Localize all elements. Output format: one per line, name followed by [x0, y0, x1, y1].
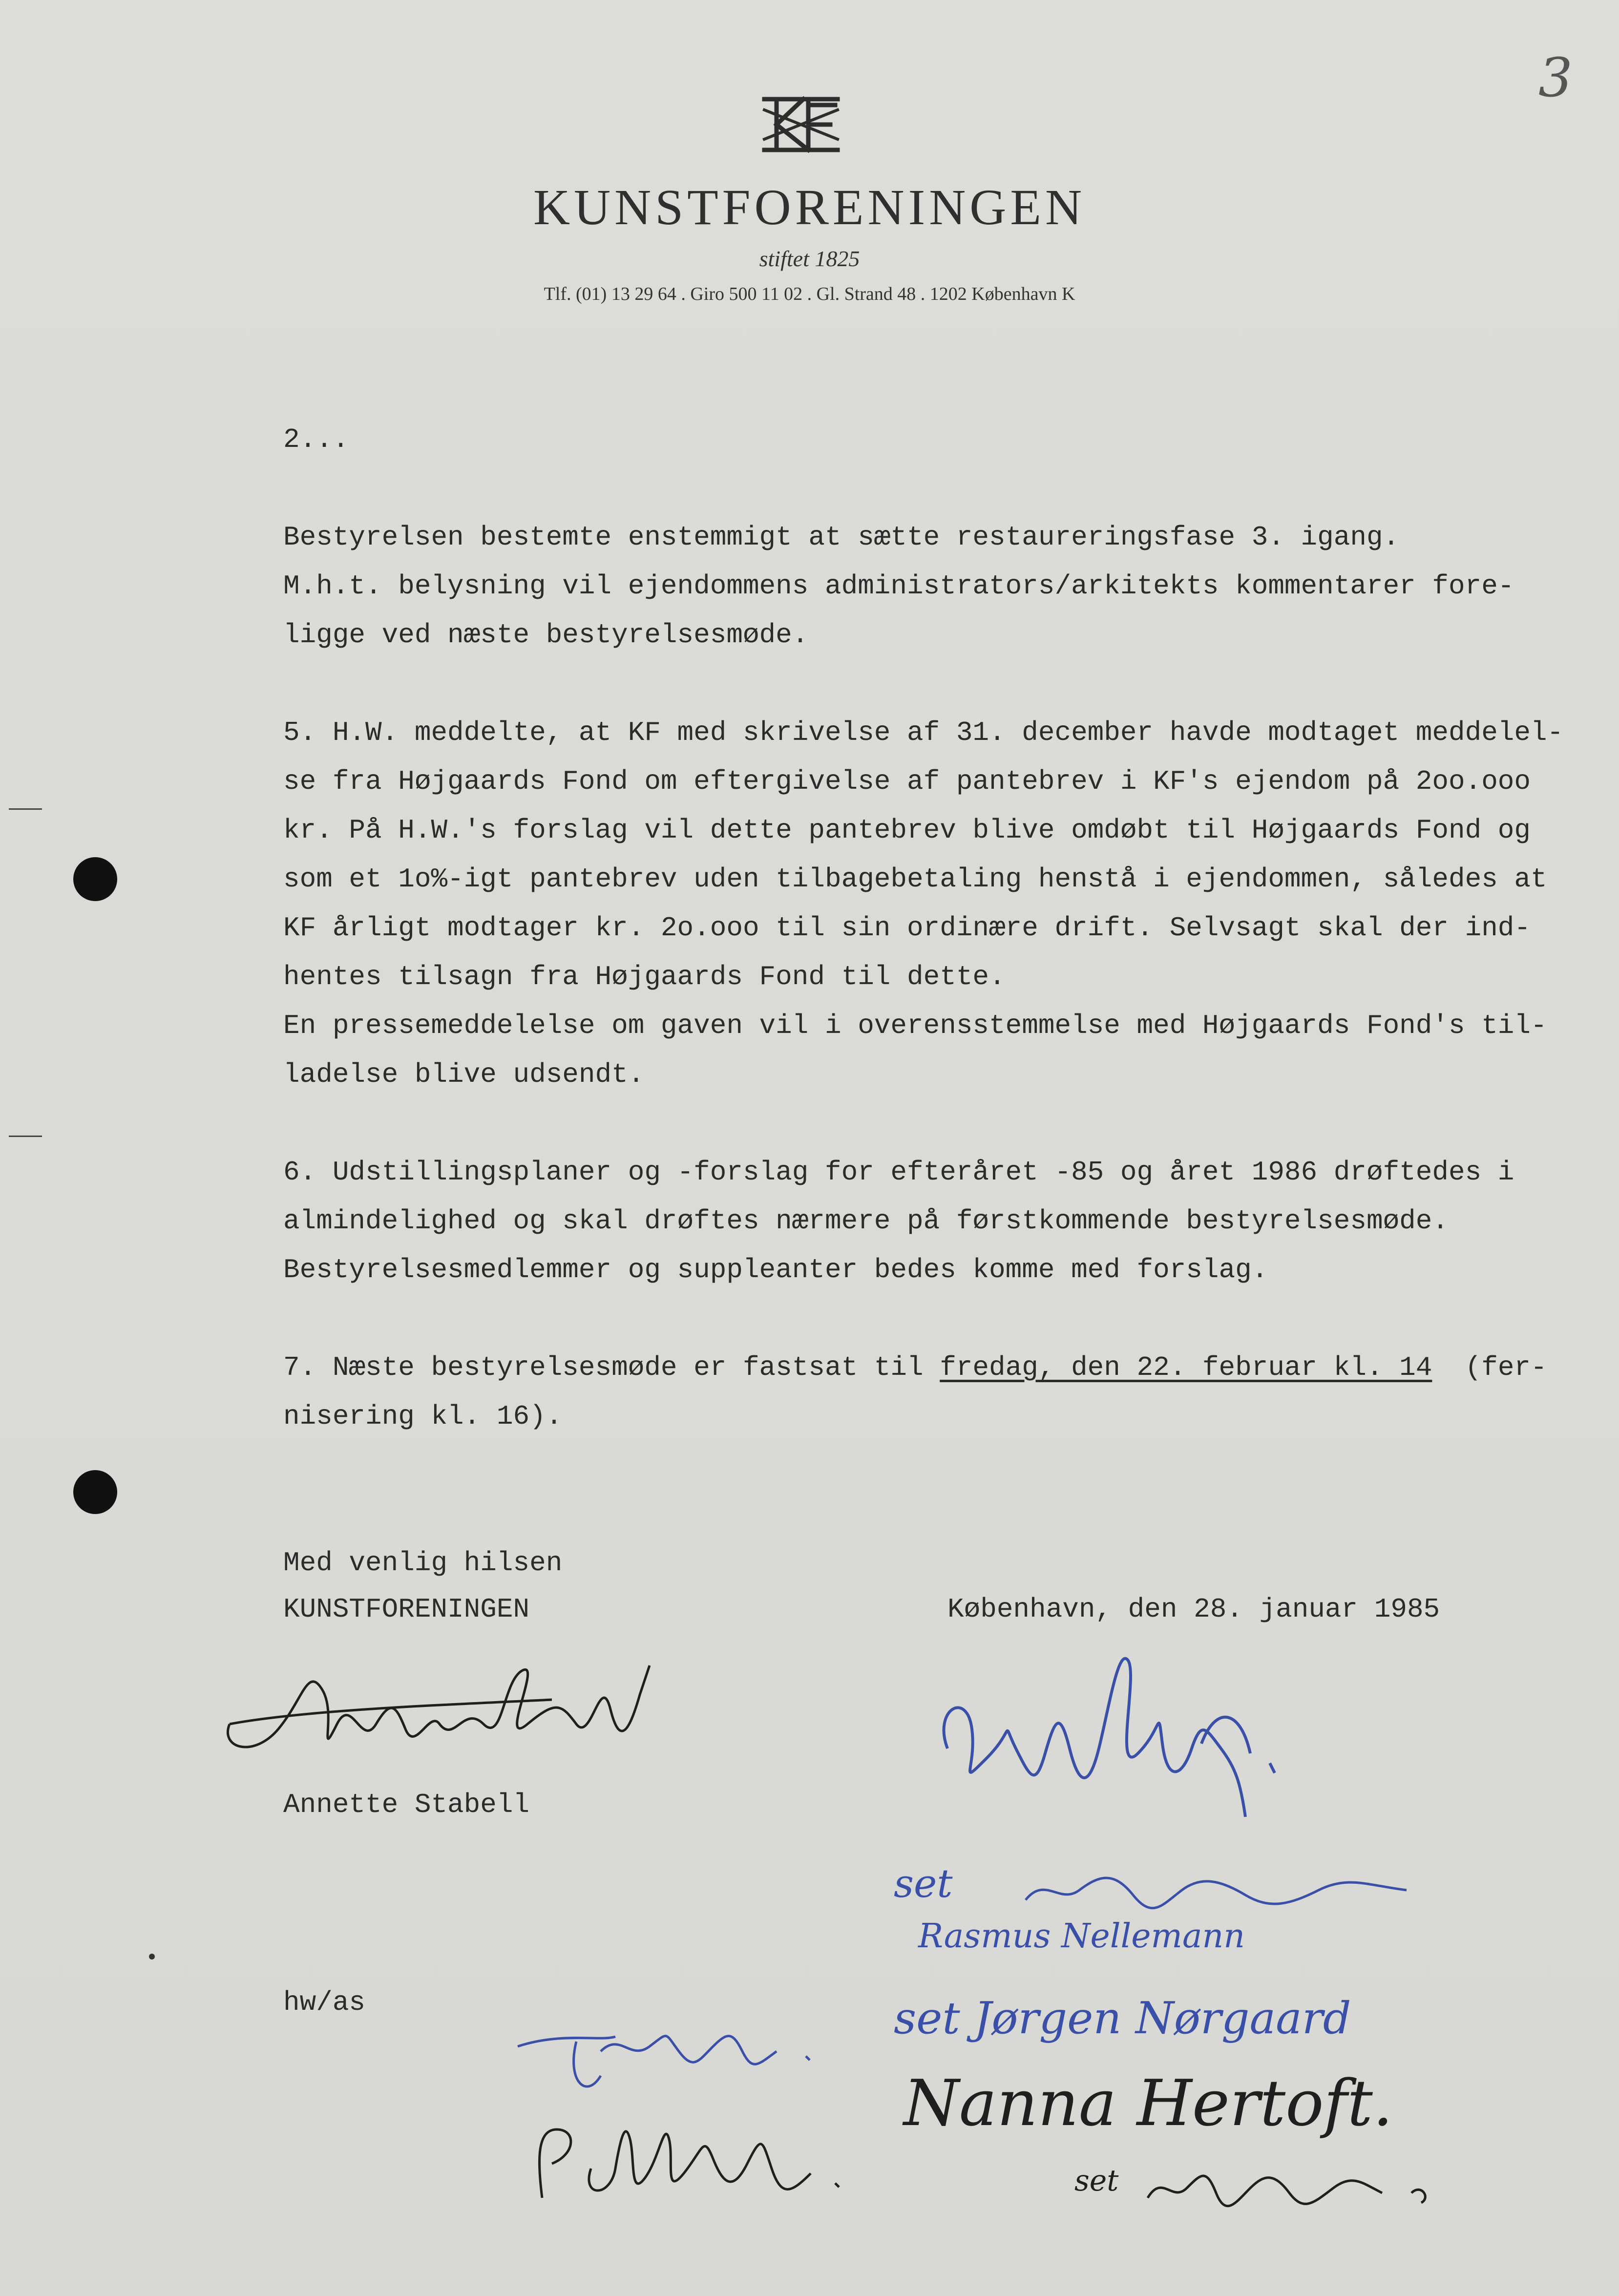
signature-black-last	[1138, 2159, 1441, 2212]
handwritten-set-last: set	[1074, 2164, 1119, 2198]
signature-black-palle	[518, 2100, 899, 2212]
item-6-line: almindelighed og skal drøftes nærmere på førstkommende bestyrelsesmøde.	[283, 1205, 1449, 1237]
signature-annette-stabell	[210, 1651, 689, 1778]
greeting: Med venlig hilsen	[283, 1547, 563, 1579]
margin-mark	[9, 808, 42, 810]
signature-blue-scribble	[1016, 1856, 1416, 1919]
punch-hole	[73, 857, 117, 901]
item-5-line: som et 1o%-igt pantebrev uden tilbagebetaling henstå i ejendommen, således at	[283, 864, 1547, 895]
item-5-line: kr. På H.W.'s forslag vil dette pantebrev blive omdøbt til Højgaards Fond og	[283, 815, 1531, 846]
initials: hw/as	[283, 1987, 366, 2018]
item-7-prefix: 7. Næste bestyrelsesmøde er fastsat til	[283, 1352, 940, 1383]
handwritten-jorgen: set Jørgen Nørgaard	[894, 1993, 1351, 2044]
meeting-date-underlined: fredag, den 22. februar kl. 14	[940, 1352, 1432, 1383]
handwritten-page-number: 3	[1538, 46, 1573, 109]
item-5-line: 5. H.W. meddelte, at KF med skrivelse af 31. december havde modtaget meddelel-	[283, 717, 1564, 748]
item-7-line	[283, 1343, 1547, 1392]
punch-hole	[73, 1470, 117, 1514]
margin-mark	[9, 1136, 42, 1137]
signature-blue-small	[503, 2002, 845, 2100]
item-6-line: 6. Udstillingsplaner og -forslag for efteråret -85 og året 1986 drøftedes i	[283, 1157, 1514, 1188]
handwritten-set-1: set	[894, 1861, 953, 1906]
stray-dot	[149, 1954, 155, 1959]
signature-blue-large	[928, 1631, 1328, 1836]
closing-org: KUNSTFORENINGEN	[283, 1594, 530, 1625]
handwritten-rasmus: Rasmus Nellemann	[918, 1917, 1245, 1956]
handwritten-nanna: Nanna Hertoft.	[904, 2066, 1393, 2140]
signer-name: Annette Stabell	[283, 1789, 530, 1820]
item-7-suffix: (fer-	[1432, 1352, 1547, 1383]
item-5-line: En pressemeddelelse om gaven vil i overensstemmelse med Højgaards Fond's til-	[283, 1010, 1547, 1041]
organization-name: KUNSTFORENINGEN	[533, 179, 1086, 235]
founded-line: stiftet 1825	[759, 246, 860, 271]
paragraph-line: ligge ved næste bestyrelsesmøde.	[283, 619, 809, 651]
item-5-line: se fra Højgaards Fond om eftergivelse af pantebrev i KF's ejendom på 2oo.ooo	[283, 766, 1531, 797]
item-7-line: nisering kl. 16).	[283, 1401, 563, 1432]
place-date: København, den 28. januar 1985	[947, 1594, 1440, 1625]
paragraph-line: M.h.t. belysning vil ejendommens administrators/arkitekts kommentarer fore-	[283, 570, 1514, 602]
kf-monogram-logo	[755, 90, 847, 159]
page-marker: 2...	[283, 424, 349, 455]
item-5-line: ladelse blive udsendt.	[283, 1059, 645, 1090]
contact-line: Tlf. (01) 13 29 64 . Giro 500 11 02 . Gl. Strand 48 . 1202 København K	[544, 284, 1075, 304]
item-5-line: KF årligt modtager kr. 2o.ooo til sin ordinære drift. Selvsagt skal der ind-	[283, 912, 1531, 944]
paragraph-line: Bestyrelsen bestemte enstemmigt at sætte restaureringsfase 3. igang.	[283, 522, 1400, 553]
item-6-line: Bestyrelsesmedlemmer og suppleanter bedes komme med forslag.	[283, 1254, 1268, 1285]
item-5-line: hentes tilsagn fra Højgaards Fond til dette.	[283, 961, 1006, 992]
